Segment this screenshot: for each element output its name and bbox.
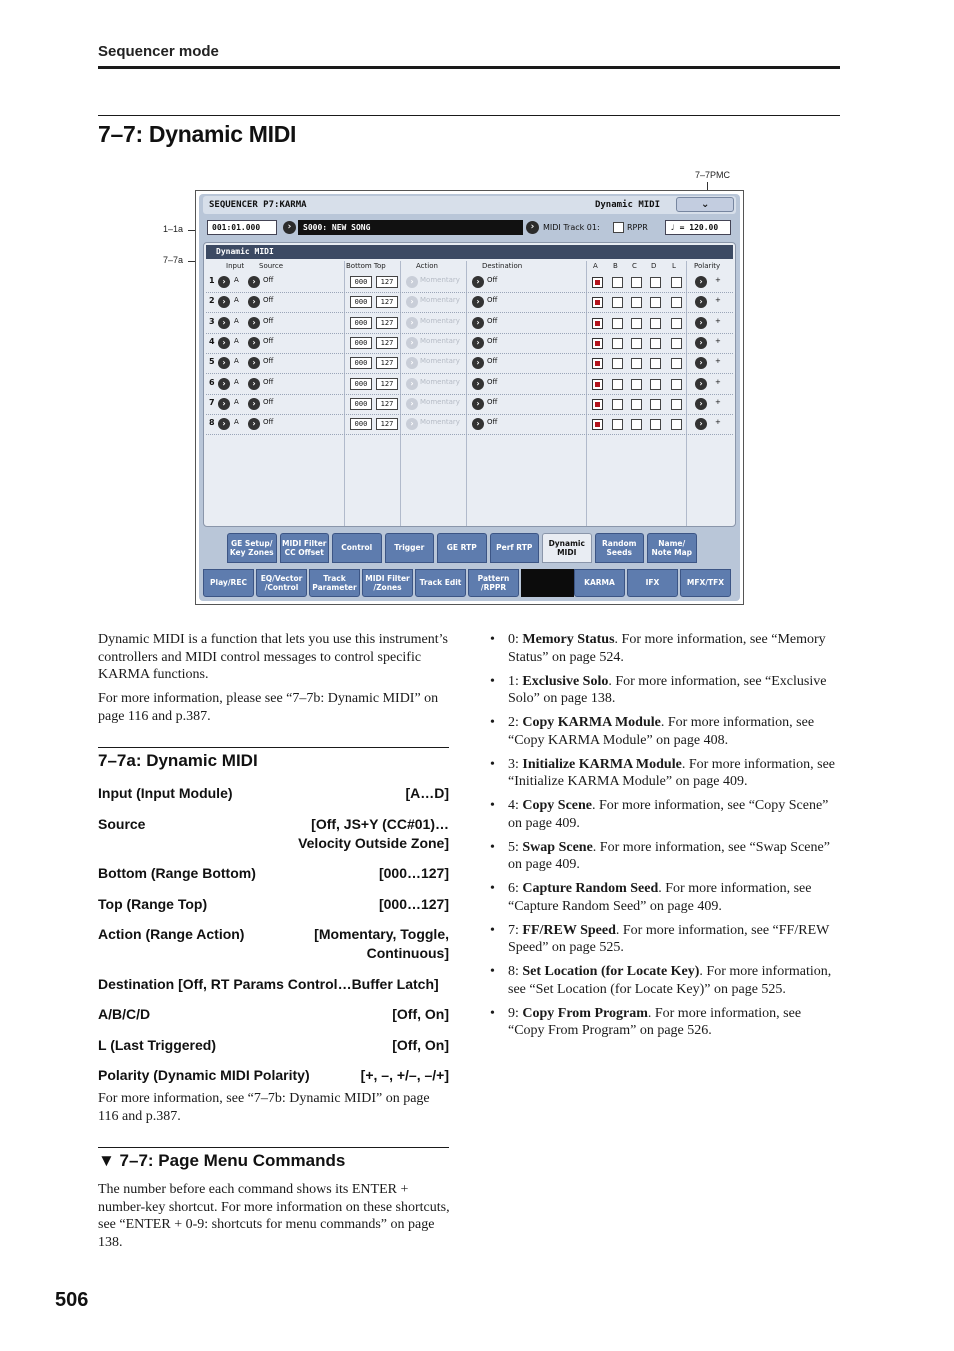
parameter-range: [Off, On]: [392, 1037, 449, 1053]
source-select-arrow-icon[interactable]: ›: [248, 296, 260, 308]
parameter-row: [98, 1005, 449, 1024]
subtab-7[interactable]: Dynamic MIDI: [542, 533, 592, 563]
parameter-name: L (Last Triggered): [98, 1037, 216, 1053]
destination-select-arrow-icon[interactable]: ›: [472, 317, 484, 329]
page-menu-intro: The number before each command shows its ENTER + number-key shortcut. For more information on these shortcuts, see “ENTER + 0-9: shortcuts for menu commands” on page 138.: [98, 1182, 450, 1250]
action-select-arrow-icon[interactable]: ›: [406, 398, 418, 410]
header-d: D: [651, 262, 657, 270]
subtab-9[interactable]: Name/ Note Map: [647, 533, 697, 563]
rppr-checkbox[interactable]: [613, 222, 624, 233]
callout-pmc: 7–7PMC: [695, 170, 731, 180]
source-value: Off: [263, 418, 274, 427]
module-checkbox-l[interactable]: [671, 419, 682, 430]
row-number: 7: [209, 397, 215, 407]
header-destination: Destination: [482, 262, 523, 270]
module-checkbox-b[interactable]: [612, 318, 623, 329]
polarity-select-arrow-icon[interactable]: ›: [695, 276, 707, 288]
maintab-6[interactable]: Pattern /RPPR: [468, 569, 519, 597]
parameter-name: Destination [Off, RT Params Control…Buffer Latch]: [98, 976, 439, 992]
row-number: 5: [209, 357, 215, 367]
bottom-field[interactable]: 000: [350, 276, 372, 288]
subtab-6[interactable]: Perf RTP: [490, 533, 540, 563]
source-value: Off: [263, 397, 274, 406]
destination-select-arrow-icon[interactable]: ›: [472, 398, 484, 410]
module-checkbox-l[interactable]: [671, 399, 682, 410]
parameter-range: [000…127]: [378, 865, 449, 881]
module-row: [206, 395, 733, 415]
module-checkbox-b[interactable]: [612, 419, 623, 430]
command-item: • 3: Initialize KARMA Module. For more information, see “Initialize KARMA Module” on page 409.: [490, 756, 835, 791]
action-value: Momentary: [420, 397, 460, 406]
header-b: B: [613, 262, 618, 270]
polarity-select-arrow-icon[interactable]: ›: [695, 378, 707, 390]
bottom-field[interactable]: 000: [350, 418, 372, 430]
polarity-value: +: [715, 336, 721, 345]
action-select-arrow-icon[interactable]: ›: [406, 378, 418, 390]
module-checkbox-a[interactable]: [592, 338, 603, 349]
parameter-range: [000…127]: [378, 896, 449, 912]
source-value: Off: [263, 336, 274, 345]
action-value: Momentary: [420, 357, 460, 366]
bottom-field[interactable]: 000: [350, 317, 372, 329]
parameter-row: [98, 864, 449, 883]
module-checkbox-a[interactable]: [592, 358, 603, 369]
bottom-field[interactable]: 000: [350, 337, 372, 349]
subtab-4[interactable]: Trigger: [385, 533, 435, 563]
parameter-name: Polarity (Dynamic MIDI Polarity): [98, 1067, 310, 1083]
rppr-label: RPPR: [627, 223, 648, 232]
command-name: Exclusive Solo: [522, 673, 609, 689]
command-name: Capture Random Seed: [522, 881, 659, 896]
callout-7-7a: 7–7a: [163, 255, 184, 265]
module-checkbox-b[interactable]: [612, 277, 623, 288]
module-checkbox-a[interactable]: [592, 379, 603, 390]
top-field[interactable]: 127: [376, 317, 398, 329]
module-checkbox-c[interactable]: [631, 297, 642, 308]
module-checkbox-c[interactable]: [631, 318, 642, 329]
location-field[interactable]: 001:01.000: [207, 220, 277, 235]
command-name: Copy Scene: [522, 798, 593, 813]
action-select-arrow-icon[interactable]: ›: [406, 317, 418, 329]
parameter-name: Source: [98, 816, 146, 832]
row-number: 6: [209, 377, 215, 387]
command-name: FF/REW Speed: [522, 922, 616, 938]
polarity-value: +: [715, 276, 721, 284]
page-menu-command-list: [490, 631, 835, 1046]
source-value: Off: [263, 276, 274, 284]
header-rule: [98, 66, 840, 69]
input-select-arrow-icon[interactable]: ›: [218, 296, 230, 308]
command-name: Swap Scene: [522, 839, 593, 855]
destination-select-arrow-icon[interactable]: ›: [472, 357, 484, 369]
input-value: A: [234, 276, 239, 284]
module-checkbox-a[interactable]: [592, 277, 603, 288]
module-checkbox-a[interactable]: [592, 399, 603, 410]
parameter-row: [98, 1036, 449, 1055]
module-checkbox-b[interactable]: [612, 399, 623, 410]
header-polarity: Polarity: [694, 262, 721, 270]
maintab-10[interactable]: MFX/TFX: [680, 569, 731, 597]
parameter-row: [98, 1066, 449, 1085]
subtab-5[interactable]: GE RTP: [437, 533, 487, 563]
bottom-field[interactable]: 000: [350, 398, 372, 410]
bottom-field[interactable]: 000: [350, 378, 372, 390]
screen-page-name: Dynamic MIDI: [594, 200, 660, 210]
destination-value: Off: [487, 377, 498, 386]
input-value: A: [234, 336, 239, 345]
module-checkbox-l[interactable]: [671, 297, 682, 308]
destination-value: Off: [487, 336, 498, 345]
screen-body: [199, 194, 740, 601]
top-field[interactable]: 127: [376, 398, 398, 410]
action-select-arrow-icon[interactable]: ›: [406, 296, 418, 308]
module-checkbox-d[interactable]: [650, 277, 661, 288]
input-select-arrow-icon[interactable]: ›: [218, 317, 230, 329]
destination-value: Off: [487, 397, 498, 406]
input-value: A: [234, 397, 239, 406]
module-checkbox-a[interactable]: [592, 419, 603, 430]
command-name: Initialize KARMA Module: [522, 756, 682, 772]
parameter-range: [Momentary, Toggle, Continuous]: [314, 926, 449, 961]
destination-value: Off: [487, 316, 498, 325]
destination-select-arrow-icon[interactable]: ›: [472, 296, 484, 308]
screen-title: SEQUENCER P7:KARMA: [209, 200, 307, 210]
destination-select-arrow-icon[interactable]: ›: [472, 378, 484, 390]
section-rule: [98, 747, 449, 748]
module-checkbox-l[interactable]: [671, 358, 682, 369]
destination-select-arrow-icon[interactable]: ›: [472, 418, 484, 430]
subtab-8[interactable]: Random Seeds: [595, 533, 645, 563]
module-checkbox-l[interactable]: [671, 379, 682, 390]
running-head: Sequencer mode: [98, 43, 219, 60]
destination-select-arrow-icon[interactable]: ›: [472, 337, 484, 349]
input-value: A: [234, 377, 239, 386]
module-row: [206, 334, 733, 354]
row-number: 2: [209, 296, 215, 306]
dynamic-midi-panel: [203, 242, 736, 527]
intro-paragraph: Dynamic MIDI is a function that lets you use this instrument’s controllers and MIDI control messages to control specific KARMA functions.: [98, 632, 448, 682]
intro-reference: For more information, please see “7–7b: Dynamic MIDI” on page 116 and p.387.: [98, 691, 439, 724]
module-checkbox-d[interactable]: [650, 297, 661, 308]
row-number: 3: [209, 316, 215, 326]
maintab-9[interactable]: IFX: [627, 569, 678, 597]
top-field[interactable]: 127: [376, 418, 398, 430]
top-field[interactable]: 127: [376, 357, 398, 369]
main-page-tabs: [203, 569, 736, 597]
module-row: [206, 293, 733, 313]
polarity-value: +: [715, 418, 721, 427]
command-item: • 6: Capture Random Seed. For more information, see “Capture Random Seed” on page 409.: [490, 880, 835, 915]
header-action: Action: [416, 262, 438, 270]
module-checkbox-d[interactable]: [650, 399, 661, 410]
page-title: 7–7: Dynamic MIDI: [98, 121, 297, 147]
module-checkbox-l[interactable]: [671, 318, 682, 329]
page-number: 506: [55, 1289, 89, 1311]
command-item: • 9: Copy From Program. For more information, see “Copy From Program” on page 526.: [490, 1005, 835, 1040]
row-number: 4: [209, 336, 215, 346]
section-rule: [98, 1147, 449, 1148]
action-value: Momentary: [420, 316, 460, 325]
source-select-arrow-icon[interactable]: ›: [248, 398, 260, 410]
module-row: [206, 314, 733, 334]
maintab-1[interactable]: Play/REC: [203, 569, 254, 597]
input-select-arrow-icon[interactable]: ›: [218, 378, 230, 390]
polarity-value: +: [715, 357, 721, 366]
status-bar: [203, 218, 736, 237]
action-select-arrow-icon[interactable]: ›: [406, 337, 418, 349]
song-select-arrow-icon[interactable]: ›: [283, 221, 296, 234]
parameter-name: Action (Range Action): [98, 926, 245, 942]
source-value: Off: [263, 357, 274, 366]
header-l: L: [672, 262, 676, 270]
polarity-select-arrow-icon[interactable]: ›: [695, 357, 707, 369]
input-value: A: [234, 418, 239, 427]
top-field[interactable]: 127: [376, 378, 398, 390]
action-select-arrow-icon[interactable]: ›: [406, 418, 418, 430]
command-name: Set Location (for Locate Key): [522, 964, 700, 979]
header-a: A: [593, 262, 598, 270]
parameter-name: A/B/C/D: [98, 1006, 151, 1022]
title-rule: [98, 115, 840, 116]
polarity-select-arrow-icon[interactable]: ›: [695, 398, 707, 410]
parameter-range: [Off, JS+Y (CC#01)… Velocity Outside Zone]: [298, 816, 449, 851]
header-c: C: [632, 262, 637, 270]
screen-title-bar: [203, 196, 736, 214]
top-field[interactable]: 127: [376, 337, 398, 349]
header-input: Input: [226, 262, 245, 270]
source-select-arrow-icon[interactable]: ›: [248, 357, 260, 369]
panel-title: Dynamic MIDI: [206, 245, 733, 259]
subtab-3[interactable]: Control: [332, 533, 382, 563]
callout-1-1a: 1–1a: [163, 224, 184, 234]
module-checkbox-a[interactable]: [592, 297, 603, 308]
destination-value: Off: [487, 357, 498, 366]
top-field[interactable]: 127: [376, 296, 398, 308]
module-row: [206, 354, 733, 374]
chevron-down-icon: ⌄: [701, 199, 710, 210]
input-select-arrow-icon[interactable]: ›: [218, 418, 230, 430]
destination-value: Off: [487, 296, 498, 305]
maintab-8[interactable]: KARMA: [574, 569, 625, 597]
row-number: 1: [209, 276, 215, 285]
polarity-value: +: [715, 296, 721, 305]
action-value: Momentary: [420, 276, 460, 284]
destination-value: Off: [487, 418, 498, 427]
action-value: Momentary: [420, 296, 460, 305]
command-item: • 2: Copy KARMA Module. For more information, see “Copy KARMA Module” on page 408.: [490, 714, 835, 749]
source-value: Off: [263, 316, 274, 325]
action-value: Momentary: [420, 377, 460, 386]
polarity-select-arrow-icon[interactable]: ›: [695, 317, 707, 329]
bottom-field[interactable]: 000: [350, 357, 372, 369]
command-item: • 7: FF/REW Speed. For more information, see “FF/REW Speed” on page 525.: [490, 922, 835, 957]
track-select-arrow-icon[interactable]: ›: [526, 221, 539, 234]
command-item: • 8: Set Location (for Locate Key). For more information, see “Set Location (for Locate Key)” on page 525.: [490, 963, 835, 998]
source-select-arrow-icon[interactable]: ›: [248, 276, 260, 288]
command-name: Memory Status: [522, 632, 615, 647]
header-source: Source: [259, 262, 284, 270]
module-checkbox-c[interactable]: [631, 379, 642, 390]
bottom-field[interactable]: 000: [350, 296, 372, 308]
parameter-row: [98, 925, 449, 963]
input-select-arrow-icon[interactable]: ›: [218, 398, 230, 410]
tempo-field[interactable]: ♩ = 120.00: [665, 220, 731, 235]
destination-select-arrow-icon[interactable]: ›: [472, 276, 484, 288]
parameter-row: [98, 895, 449, 914]
command-item: • 5: Swap Scene. For more information, see “Swap Scene” on page 409.: [490, 839, 835, 874]
polarity-value: +: [715, 377, 721, 386]
action-value: Momentary: [420, 336, 460, 345]
module-checkbox-d[interactable]: [650, 358, 661, 369]
command-item: • 1: Exclusive Solo. For more information, see “Exclusive Solo” on page 138.: [490, 673, 835, 708]
module-checkbox-b[interactable]: [612, 379, 623, 390]
song-field[interactable]: S000: NEW SONG: [298, 220, 523, 235]
module-row: [206, 375, 733, 395]
command-item: • 0: Memory Status. For more information, see “Memory Status” on page 524.: [490, 631, 835, 666]
module-checkbox-l[interactable]: [671, 277, 682, 288]
input-select-arrow-icon[interactable]: ›: [218, 337, 230, 349]
polarity-select-arrow-icon[interactable]: ›: [695, 337, 707, 349]
maintab-5[interactable]: Track Edit: [415, 569, 466, 597]
module-checkbox-d[interactable]: [650, 379, 661, 390]
command-item: • 4: Copy Scene. For more information, see “Copy Scene” on page 409.: [490, 797, 835, 832]
module-checkbox-c[interactable]: [631, 277, 642, 288]
header-bottom-top: Bottom Top: [346, 262, 386, 270]
maintab-2[interactable]: EQ/Vector /Control: [256, 569, 307, 597]
parameter-row: [98, 784, 449, 803]
action-select-arrow-icon[interactable]: ›: [406, 276, 418, 288]
section-heading-7-7a: 7–7a: Dynamic MIDI: [98, 751, 258, 770]
parameter-name: Top (Range Top): [98, 896, 208, 912]
module-checkbox-c[interactable]: [631, 358, 642, 369]
polarity-select-arrow-icon[interactable]: ›: [695, 296, 707, 308]
input-value: A: [234, 357, 239, 366]
maintab-3[interactable]: Track Parameter: [309, 569, 360, 597]
command-name: Copy KARMA Module: [522, 715, 661, 730]
module-checkbox-d[interactable]: [650, 419, 661, 430]
lcd-screenshot: [195, 190, 744, 605]
polarity-value: +: [715, 316, 721, 325]
parameter-range: [A…D]: [405, 785, 449, 801]
module-checkbox-b[interactable]: [612, 358, 623, 369]
section-a-reference: For more information, see “7–7b: Dynamic MIDI” on page 116 and p.387.: [98, 1091, 430, 1124]
sub-page-tabs: [203, 533, 736, 563]
top-field[interactable]: 127: [376, 276, 398, 288]
polarity-select-arrow-icon[interactable]: ›: [695, 418, 707, 430]
module-checkbox-l[interactable]: [671, 338, 682, 349]
input-value: A: [234, 316, 239, 325]
destination-value: Off: [487, 276, 498, 284]
input-select-arrow-icon[interactable]: ›: [218, 357, 230, 369]
module-checkbox-d[interactable]: [650, 338, 661, 349]
maintab-4[interactable]: MIDI Filter /Zones: [362, 569, 413, 597]
page-menu-button[interactable]: [676, 197, 734, 212]
subtab-2[interactable]: MIDI Filter CC Offset: [280, 533, 330, 563]
command-name: Copy From Program: [522, 1005, 648, 1021]
module-checkbox-b[interactable]: [612, 297, 623, 308]
parameter-row: [98, 815, 449, 853]
section-heading-page-menu: ▼ 7–7: Page Menu Commands: [98, 1151, 346, 1170]
action-value: Momentary: [420, 418, 460, 427]
source-value: Off: [263, 296, 274, 305]
module-checkbox-d[interactable]: [650, 318, 661, 329]
parameter-row: [98, 975, 449, 994]
module-checkbox-c[interactable]: [631, 419, 642, 430]
parameter-name: Bottom (Range Bottom): [98, 865, 256, 881]
source-select-arrow-icon[interactable]: ›: [248, 378, 260, 390]
midi-track-label: MIDI Track 01:: [543, 223, 600, 232]
tab-gap: [521, 569, 574, 597]
action-select-arrow-icon[interactable]: ›: [406, 357, 418, 369]
parameter-name: Input (Input Module): [98, 785, 233, 801]
subtab-1[interactable]: GE Setup/ Key Zones: [227, 533, 277, 563]
module-row: [206, 273, 733, 293]
module-checkbox-c[interactable]: [631, 338, 642, 349]
module-checkbox-b[interactable]: [612, 338, 623, 349]
input-value: A: [234, 296, 239, 305]
polarity-value: +: [715, 397, 721, 406]
module-checkbox-c[interactable]: [631, 399, 642, 410]
parameter-range: [+, –, +/–, –/+]: [360, 1067, 449, 1083]
module-row: [206, 415, 733, 435]
parameter-range: [Off, On]: [392, 1006, 449, 1022]
row-number: 8: [209, 418, 215, 428]
source-select-arrow-icon[interactable]: ›: [248, 337, 260, 349]
module-checkbox-a[interactable]: [592, 318, 603, 329]
source-select-arrow-icon[interactable]: ›: [248, 317, 260, 329]
source-select-arrow-icon[interactable]: ›: [248, 418, 260, 430]
source-value: Off: [263, 377, 274, 386]
input-select-arrow-icon[interactable]: ›: [218, 276, 230, 288]
